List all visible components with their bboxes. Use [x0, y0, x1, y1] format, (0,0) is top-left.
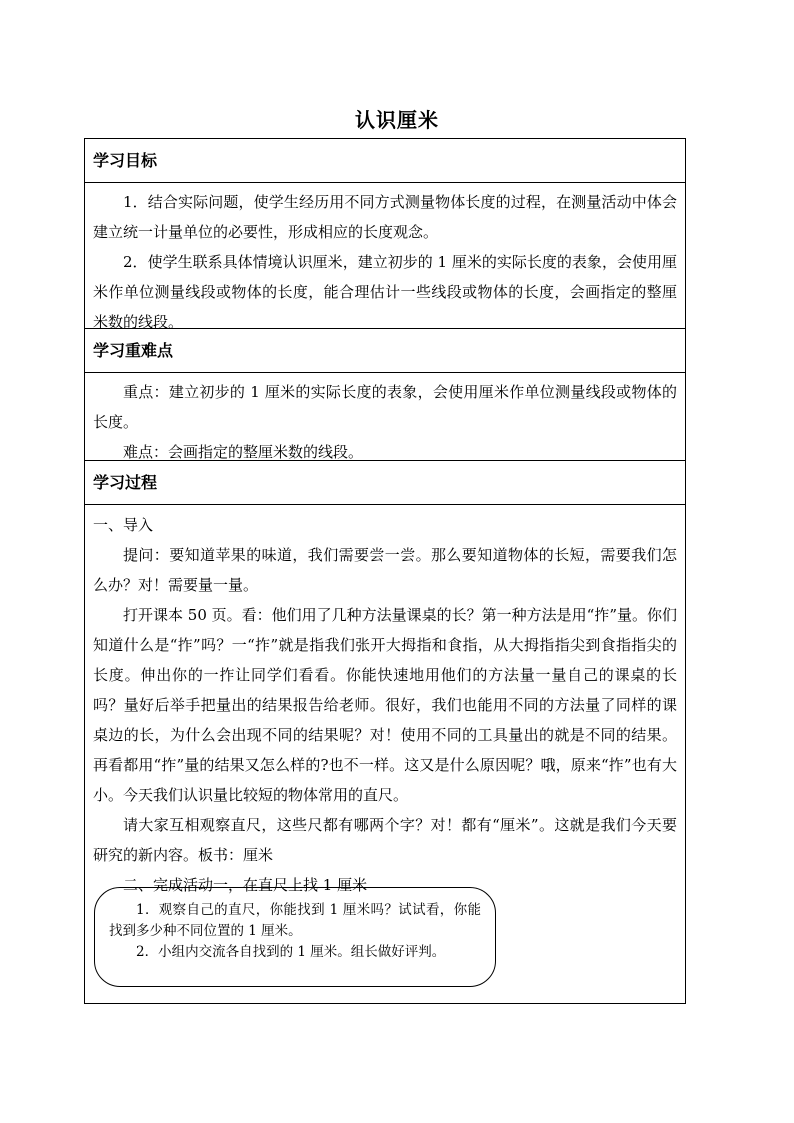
process-paragraph: 提问：要知道苹果的味道，我们需要尝一尝。那么要知道物体的长短，需要我们怎么办？对！需要量一量。	[93, 546, 677, 594]
process-heading: 学习过程	[85, 461, 685, 505]
activity-item: 1．观察自己的直尺，你能找到 1 厘米吗？试试看，你能找到多少种不同位置的 1 厘米。	[109, 902, 481, 939]
key-points-body	[85, 373, 685, 461]
page-title: 认识厘米	[355, 108, 439, 132]
objectives-body	[85, 183, 685, 329]
process-paragraph: 请大家互相观察直尺，这些尺都有哪两个字？对！都有“厘米”。这就是我们今天要研究的新内容。板书：厘米	[93, 816, 677, 864]
lesson-plan-table	[84, 138, 686, 1004]
process-part2-title: 二、完成活动一，在直尺上找 1 厘米	[123, 876, 368, 894]
objective-item: 1．结合实际问题，使学生经历用不同方式测量物体长度的过程，在测量活动中体会建立统一计量单位的必要性，形成相应的长度观念。	[93, 193, 677, 241]
key-point-text: 重点：建立初步的 1 厘米的实际长度的表象，会使用厘米作单位测量线段或物体的长度。	[93, 383, 677, 431]
objective-item: 2．使学生联系具体情境认识厘米，建立初步的 1 厘米的实际长度的表象，会使用厘米作单位测量线段或物体的长度，能合理估计一些线段或物体的长度，会画指定的整厘米数的线段。	[93, 253, 677, 331]
activity-item: 2．小组内交流各自找到的 1 厘米。组长做好评判。	[136, 944, 446, 960]
process-part1-title: 一、导入	[93, 516, 154, 534]
objectives-heading: 学习目标	[85, 139, 685, 183]
key-points-heading: 学习重难点	[85, 329, 685, 373]
activity-callout-box	[94, 887, 496, 987]
process-paragraph: 打开课本 50 页。看：他们用了几种方法量课桌的长？第一种方法是用“拃”量。你们知道什么是“拃”吗？一“拃”就是指我们张开大拇指和食指，从大拇指指尖到食指指尖的长度。伸出你的一拃让同学们看看。你能快速地用他们的方法量一量自己的课桌的长吗？量好后举手把量出的结果报告给老师。很好，我们也能用不同的方法量了同样的课桌边的长，为什么会出现不同的结果呢？对！使用不同的工具量出的就是不同的结果。再看都用“拃”量的结果又怎么样的?也不一样。这又是什么原因呢？哦，原来“拃”也有大小。今天我们认识量比较短的物体常用的直尺。	[93, 606, 677, 804]
difficulty-text: 难点：会画指定的整厘米数的线段。	[123, 443, 364, 461]
